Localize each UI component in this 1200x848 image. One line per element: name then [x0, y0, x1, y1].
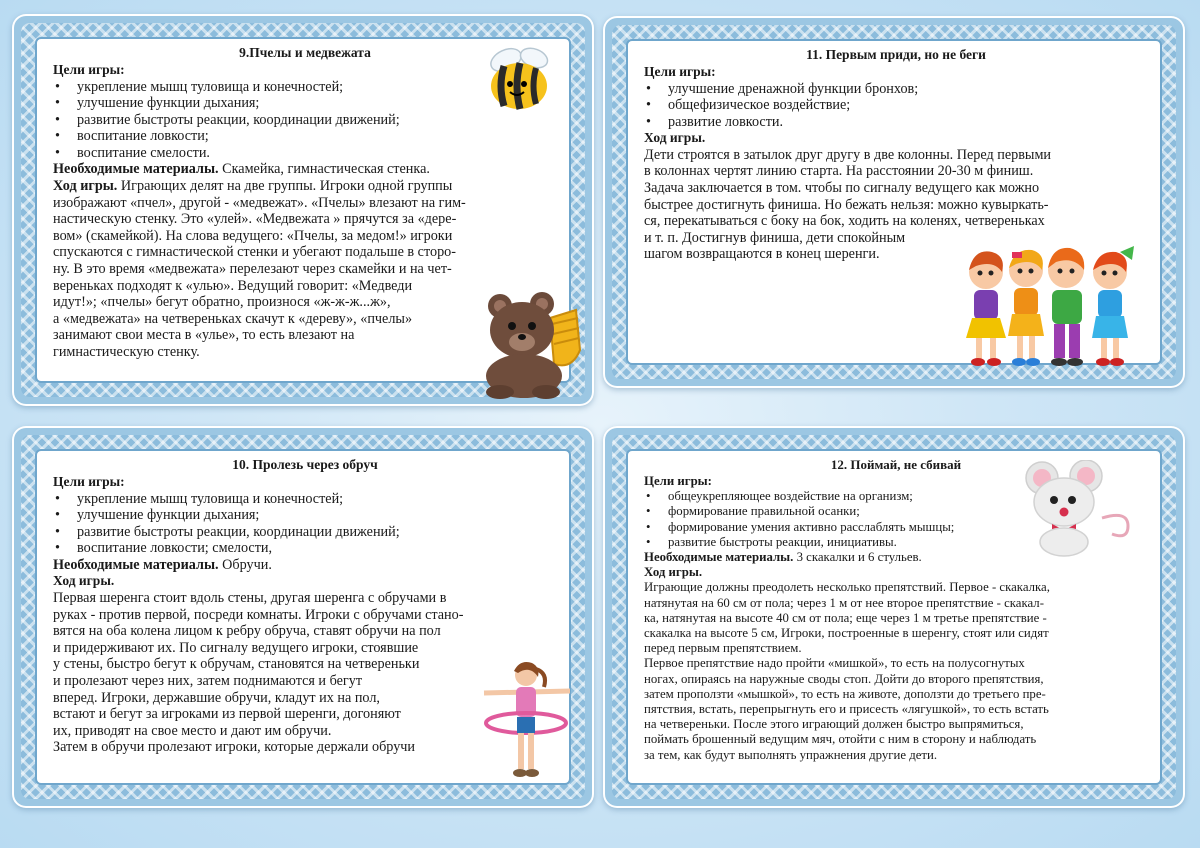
course-line: Дети строятся в затылок друг другу в две колонны. Перед первыми [644, 146, 1052, 163]
course-line: изображают «пчел», другой - «медвежат». «Пчелы» влезают на гим- [53, 194, 466, 211]
course-line [53, 178, 557, 195]
materials-label: Необходимые материалы. [53, 556, 219, 573]
goals-list [53, 79, 557, 162]
goals-list [644, 81, 1148, 131]
goals-label: Цели игры: [644, 64, 716, 79]
course-line: настическую стенку. Это «улей». «Медвежата » прячутся за «дере- [53, 211, 457, 228]
goal-item: • развитие быстроты реакции, инициативы. [644, 535, 1148, 550]
course-line: пятствия, встать, перепрыгнуть его и присесть «лягушкой», то есть встать [644, 702, 1049, 717]
materials-label: Необходимые материалы. [644, 550, 794, 565]
course-line: и придерживают их. По сигналу ведущего игроки, стоявшие [53, 639, 419, 656]
course-line: поймать брошенный ведущим мяч, отойти с ним в сторону и наблюдать [644, 732, 1037, 747]
course-line: быстрее достигнуть финиша. Но бежать нельзя: можно кувыркать- [644, 196, 1049, 213]
card-title: 9.Пчелы и медвежата [239, 45, 371, 60]
course-line: гимнастическую стенку. [53, 344, 200, 360]
course-line: а «медвежата» на четвереньках скачут к «дереву», «пчелы» [53, 310, 413, 327]
materials-line [53, 161, 557, 178]
course-line: на четвереньки. После этого играющий должен быстро выпрямиться, [644, 717, 1024, 732]
goal-item: • воспитание ловкости; смелости, [53, 540, 557, 557]
course-line: перед первым препятствием. [644, 641, 802, 656]
goal-item: • улучшение функции дыхания; [53, 95, 557, 112]
goal-item: • улучшение дренажной функции бронхов; [644, 81, 1148, 98]
goal-item: • развитие ловкости. [644, 114, 1148, 131]
goal-item: • формирование умения активно расслаблять мышцы; [644, 520, 1148, 535]
course-label: Ход игры. [644, 565, 703, 580]
bee-icon [484, 46, 554, 112]
children-icon [962, 240, 1140, 370]
course-line: их, приводят на свое место и дают им обручи. [53, 722, 332, 739]
girl-hoop-icon [480, 655, 580, 785]
course-line: встают и бегут за игроками из первой шеренги, догоняют [53, 706, 401, 723]
course-line: вятся на оба колена лицом к ребру обруча, ставят обручи на пол [53, 623, 441, 640]
card-title: 11. Первым приди, но не беги [806, 47, 986, 62]
course-line: Задача заключается в том. чтобы по сигналу ведущего как можно [644, 179, 1040, 196]
card-title: 12. Поймай, не сбивай [830, 457, 962, 472]
course-line: натянутая на 60 см от пола; через 1 м от нее второе препятствие - скакал- [644, 595, 1044, 610]
materials-text: 3 скакалки и 6 стульев. [796, 550, 922, 565]
course-line: в колоннах чертят линию старта. На расстоянии 20-30 м финиш. [644, 163, 1034, 180]
course-line: и т. п. Достигнув финиша, дети спокойным [644, 229, 906, 246]
course-line: Затем в обручи пролезают игроки, которые держали обручи [53, 739, 416, 756]
course-label: Ход игры. [53, 573, 115, 589]
course-line: ногах, опираясь на наружные своды стоп. Дойти до второго препятствия, [644, 671, 1044, 686]
materials-line [53, 557, 557, 574]
course-line: ка, натянутая на высоте 40 см от пола; еще через 1 м третье препятствие - [644, 610, 1047, 625]
course-line: затем проползти «мышкой», то есть на животе, доползти до третьего пре- [644, 686, 1046, 701]
course-line: вереньках подходят к «улью». Ведущий говорит: «Медведи [53, 277, 413, 294]
course-text: Играющих делят на две группы. Игроки одной группы [120, 178, 453, 195]
goals-label: Цели игры: [644, 474, 712, 488]
course-line: у стены, быстро бегут к обручам, становятся на четвереньки [53, 656, 420, 673]
goal-item: • улучшение функции дыхания; [53, 507, 557, 524]
goal-item: • воспитание ловкости; [53, 128, 557, 145]
materials-text: Скамейка, гимнастическая стенка. [222, 161, 430, 178]
card-title: 10. Пролезь через обруч [232, 457, 378, 472]
goal-item: • укрепление мышц туловища и конечностей; [53, 491, 557, 508]
course-line: ся, перекатываться с боку на бок, ходить на коленях, четвереньках [644, 213, 1045, 230]
goals-label: Цели игры: [53, 474, 125, 489]
course-line: вперед. Игроки, державшие обручи, кладут их на пол, [53, 689, 380, 706]
course-line: шагом возвращаются в конец шеренги. [644, 246, 880, 263]
mouse-icon [1024, 460, 1140, 560]
materials-text: Обручи. [222, 556, 272, 573]
course-line: вом» (скамейкой). На слова ведущего: «Пчелы, за медом!» игроки [53, 227, 453, 244]
goal-item: • общефизическое воздействие; [644, 97, 1148, 114]
course-label: Ход игры. [53, 178, 118, 195]
goal-item: • укрепление мышц туловища и конечностей; [53, 79, 557, 96]
course-line: занимают свои места в «улье», то есть влезают на [53, 327, 355, 344]
goal-item: • развитие быстроты реакции, координации движений; [53, 524, 557, 541]
goal-item: • общеукрепляющее воздействие на организм; [644, 489, 1148, 504]
course-line: идут!»; «пчелы» бегут обратно, произнося «ж-ж-ж...ж», [53, 294, 391, 311]
goals-list [53, 491, 557, 557]
course-line: руках - против первой, посреди комнаты. Игроки с обручами стано- [53, 606, 464, 623]
bear-icon [480, 288, 586, 400]
course-line: Играющие должны преодолеть несколько препятствий. Первое - скакалка, [644, 580, 1050, 595]
course-line: за тем, как будут выполнять упражнения другие дети. [644, 747, 938, 762]
course-line: Первая шеренга стоит вдоль стены, другая шеренга с обручами в [53, 589, 447, 606]
course-line: и пролезают через них, затем поднимаются и бегут [53, 672, 363, 689]
goal-item: • развитие быстроты реакции, координации движений; [53, 112, 557, 129]
materials-label: Необходимые материалы. [53, 161, 219, 178]
goal-item: • воспитание смелости. [53, 145, 557, 162]
course-line: спускаются с гимнастической стенки и убегают подальше в сторо- [53, 244, 456, 261]
course-line: ну. В это время «медвежата» перелезают через скамейки и на чет- [53, 261, 452, 278]
goal-item: • формирование правильной осанки; [644, 504, 1148, 519]
course-line: скакалка на высоте 5 см, Игроки, построенные в шеренгу, стоят или сидят [644, 626, 1049, 641]
goals-label: Цели игры: [53, 62, 125, 77]
course-line: Первое препятствие надо пройти «мишкой», то есть на полусогнутых [644, 656, 1025, 671]
course-label: Ход игры. [644, 130, 706, 146]
